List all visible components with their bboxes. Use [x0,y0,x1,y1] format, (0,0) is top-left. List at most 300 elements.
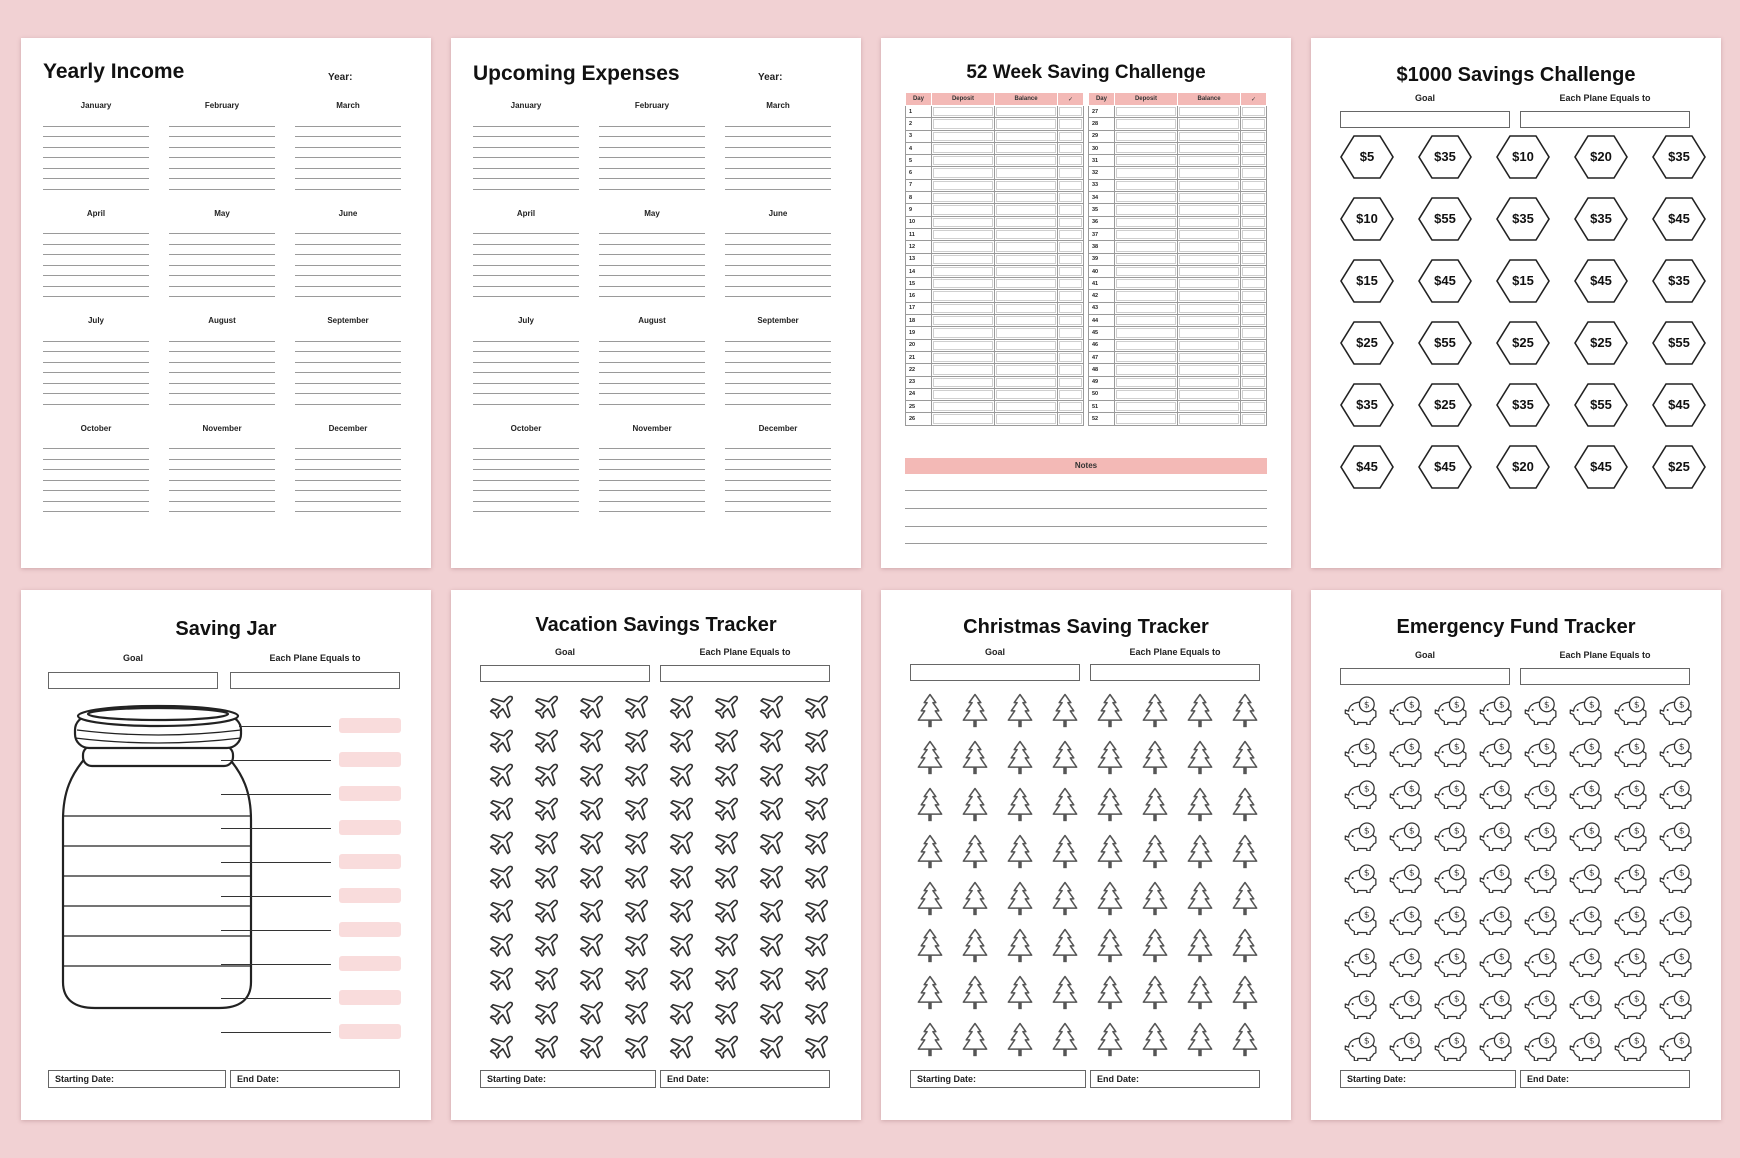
piggy-bank-icon[interactable] [1472,983,1517,1025]
balance-cell[interactable] [994,327,1057,339]
balance-cell[interactable] [994,228,1057,240]
writing-line[interactable] [169,502,275,513]
balance-cell[interactable] [1177,265,1240,277]
amount-hexagon[interactable] [1573,320,1629,366]
amount-hexagon[interactable] [1339,196,1395,242]
deposit-cell[interactable] [1114,216,1177,228]
check-cell[interactable] [1241,302,1267,314]
airplane-icon[interactable] [567,827,612,861]
piggy-bank-icon[interactable] [1427,773,1472,815]
piggy-bank-icon[interactable] [1472,857,1517,899]
airplane-icon[interactable] [657,691,702,725]
deposit-cell[interactable] [1114,302,1177,314]
each-plane-input[interactable] [1520,668,1690,685]
piggy-bank-icon[interactable] [1472,689,1517,731]
deposit-cell[interactable] [931,216,994,228]
balance-cell[interactable] [994,364,1057,376]
check-cell[interactable] [1241,167,1267,179]
balance-cell[interactable] [994,388,1057,400]
deposit-cell[interactable] [931,192,994,204]
christmas-tree-icon[interactable] [907,1017,952,1064]
piggy-bank-icon[interactable] [1382,857,1427,899]
airplane-icon[interactable] [567,759,612,793]
balance-cell[interactable] [1177,118,1240,130]
check-cell[interactable] [1058,290,1084,302]
deposit-cell[interactable] [1114,376,1177,388]
writing-line[interactable] [169,363,275,374]
writing-line[interactable] [599,148,705,159]
writing-line[interactable] [473,255,579,266]
writing-line[interactable] [725,449,831,460]
balance-cell[interactable] [994,265,1057,277]
airplane-icon[interactable] [477,963,522,997]
airplane-icon[interactable] [567,929,612,963]
writing-line[interactable] [473,363,579,374]
balance-cell[interactable] [1177,278,1240,290]
piggy-bank-icon[interactable] [1652,815,1697,857]
writing-line[interactable] [473,245,579,256]
deposit-cell[interactable] [931,142,994,154]
piggy-bank-icon[interactable] [1607,1025,1652,1067]
christmas-tree-icon[interactable] [907,782,952,829]
balance-cell[interactable] [994,290,1057,302]
piggy-bank-icon[interactable] [1517,689,1562,731]
airplane-icon[interactable] [702,963,747,997]
writing-line[interactable] [169,234,275,245]
check-cell[interactable] [1241,413,1267,425]
balance-cell[interactable] [1177,327,1240,339]
balance-cell[interactable] [1177,204,1240,216]
jar-amount-field[interactable] [339,888,401,903]
deposit-cell[interactable] [1114,192,1177,204]
deposit-cell[interactable] [931,241,994,253]
amount-hexagon[interactable] [1573,134,1629,180]
writing-line[interactable] [43,116,149,127]
balance-cell[interactable] [994,155,1057,167]
christmas-tree-icon[interactable] [1087,688,1132,735]
writing-line[interactable] [43,179,149,190]
writing-line[interactable] [295,470,401,481]
christmas-tree-icon[interactable] [907,970,952,1017]
writing-line[interactable] [43,449,149,460]
airplane-icon[interactable] [702,929,747,963]
writing-line[interactable] [169,460,275,471]
balance-cell[interactable] [994,278,1057,290]
amount-hexagon[interactable] [1417,382,1473,428]
deposit-cell[interactable] [1114,204,1177,216]
christmas-tree-icon[interactable] [1087,829,1132,876]
amount-hexagon[interactable] [1573,382,1629,428]
christmas-tree-icon[interactable] [907,829,952,876]
piggy-bank-icon[interactable] [1517,941,1562,983]
amount-hexagon[interactable] [1417,134,1473,180]
goal-input[interactable] [1340,111,1510,128]
check-cell[interactable] [1241,327,1267,339]
balance-cell[interactable] [1177,351,1240,363]
writing-line[interactable] [295,137,401,148]
writing-line[interactable] [473,137,579,148]
amount-hexagon[interactable] [1651,196,1707,242]
piggy-bank-icon[interactable] [1382,815,1427,857]
check-cell[interactable] [1058,339,1084,351]
balance-cell[interactable] [994,130,1057,142]
balance-cell[interactable] [994,106,1057,118]
amount-hexagon[interactable] [1495,320,1551,366]
writing-line[interactable] [599,363,705,374]
balance-cell[interactable] [1177,253,1240,265]
writing-line[interactable] [473,331,579,342]
writing-line[interactable] [295,127,401,138]
piggy-bank-icon[interactable] [1472,1025,1517,1067]
christmas-tree-icon[interactable] [907,735,952,782]
writing-line[interactable] [599,491,705,502]
writing-line[interactable] [43,224,149,235]
writing-line[interactable] [725,331,831,342]
jar-amount-field[interactable] [339,752,401,767]
christmas-tree-icon[interactable] [1042,782,1087,829]
writing-line[interactable] [169,266,275,277]
christmas-tree-icon[interactable] [1087,782,1132,829]
end-date-field[interactable]: End Date: [660,1070,830,1088]
writing-line[interactable] [295,460,401,471]
deposit-cell[interactable] [931,290,994,302]
christmas-tree-icon[interactable] [1132,688,1177,735]
writing-line[interactable] [473,460,579,471]
check-cell[interactable] [1241,142,1267,154]
check-cell[interactable] [1241,364,1267,376]
balance-cell[interactable] [994,339,1057,351]
check-cell[interactable] [1058,278,1084,290]
balance-cell[interactable] [1177,106,1240,118]
piggy-bank-icon[interactable] [1337,1025,1382,1067]
writing-line[interactable] [473,470,579,481]
writing-line[interactable] [43,287,149,298]
writing-line[interactable] [599,266,705,277]
piggy-bank-icon[interactable] [1427,815,1472,857]
check-cell[interactable] [1058,315,1084,327]
check-cell[interactable] [1058,130,1084,142]
christmas-tree-icon[interactable] [1222,829,1267,876]
christmas-tree-icon[interactable] [1132,735,1177,782]
each-plane-input[interactable] [1090,664,1260,681]
deposit-cell[interactable] [931,376,994,388]
deposit-cell[interactable] [1114,130,1177,142]
deposit-cell[interactable] [931,315,994,327]
check-cell[interactable] [1241,130,1267,142]
amount-hexagon[interactable] [1651,444,1707,490]
airplane-icon[interactable] [522,827,567,861]
writing-line[interactable] [169,331,275,342]
writing-line[interactable] [473,439,579,450]
writing-line[interactable] [599,470,705,481]
writing-line[interactable] [725,470,831,481]
writing-line[interactable] [599,502,705,513]
christmas-tree-icon[interactable] [907,923,952,970]
deposit-cell[interactable] [931,130,994,142]
writing-line[interactable] [599,169,705,180]
airplane-icon[interactable] [702,895,747,929]
check-cell[interactable] [1058,179,1084,191]
christmas-tree-icon[interactable] [952,688,997,735]
piggy-bank-icon[interactable] [1517,857,1562,899]
airplane-icon[interactable] [477,691,522,725]
deposit-cell[interactable] [1114,278,1177,290]
writing-line[interactable] [295,255,401,266]
balance-cell[interactable] [994,216,1057,228]
writing-line[interactable] [43,331,149,342]
airplane-icon[interactable] [522,997,567,1031]
airplane-icon[interactable] [522,1031,567,1065]
piggy-bank-icon[interactable] [1472,899,1517,941]
balance-cell[interactable] [994,413,1057,425]
writing-line[interactable] [295,169,401,180]
airplane-icon[interactable] [747,929,792,963]
check-cell[interactable] [1241,204,1267,216]
christmas-tree-icon[interactable] [997,782,1042,829]
balance-cell[interactable] [1177,364,1240,376]
piggy-bank-icon[interactable] [1472,941,1517,983]
airplane-icon[interactable] [702,725,747,759]
jar-amount-field[interactable] [339,820,401,835]
piggy-bank-icon[interactable] [1472,815,1517,857]
airplane-icon[interactable] [792,827,837,861]
deposit-cell[interactable] [1114,253,1177,265]
airplane-icon[interactable] [792,929,837,963]
writing-line[interactable] [169,148,275,159]
check-cell[interactable] [1241,155,1267,167]
airplane-icon[interactable] [792,861,837,895]
writing-line[interactable] [169,439,275,450]
piggy-bank-icon[interactable] [1517,899,1562,941]
writing-line[interactable] [295,234,401,245]
christmas-tree-icon[interactable] [952,1017,997,1064]
airplane-icon[interactable] [657,725,702,759]
writing-line[interactable] [725,287,831,298]
check-cell[interactable] [1241,278,1267,290]
writing-line[interactable] [169,394,275,405]
writing-line[interactable] [725,245,831,256]
christmas-tree-icon[interactable] [1222,923,1267,970]
check-cell[interactable] [1058,204,1084,216]
writing-line[interactable] [599,158,705,169]
airplane-icon[interactable] [702,827,747,861]
airplane-icon[interactable] [792,963,837,997]
writing-line[interactable] [295,276,401,287]
christmas-tree-icon[interactable] [997,970,1042,1017]
amount-hexagon[interactable] [1417,320,1473,366]
writing-line[interactable] [169,373,275,384]
check-cell[interactable] [1058,216,1084,228]
deposit-cell[interactable] [1114,265,1177,277]
piggy-bank-icon[interactable] [1517,773,1562,815]
airplane-icon[interactable] [747,963,792,997]
airplane-icon[interactable] [477,997,522,1031]
christmas-tree-icon[interactable] [1177,923,1222,970]
airplane-icon[interactable] [477,827,522,861]
christmas-tree-icon[interactable] [907,876,952,923]
check-cell[interactable] [1241,216,1267,228]
writing-line[interactable] [295,266,401,277]
christmas-tree-icon[interactable] [1042,688,1087,735]
check-cell[interactable] [1058,388,1084,400]
end-date-field[interactable]: End Date: [1520,1070,1690,1088]
airplane-icon[interactable] [477,861,522,895]
airplane-icon[interactable] [657,929,702,963]
balance-cell[interactable] [1177,302,1240,314]
goal-input[interactable] [48,672,218,689]
airplane-icon[interactable] [612,759,657,793]
christmas-tree-icon[interactable] [1042,970,1087,1017]
starting-date-field[interactable]: Starting Date: [910,1070,1086,1088]
airplane-icon[interactable] [657,997,702,1031]
check-cell[interactable] [1058,192,1084,204]
check-cell[interactable] [1058,142,1084,154]
christmas-tree-icon[interactable] [1177,782,1222,829]
writing-line[interactable] [473,384,579,395]
balance-cell[interactable] [1177,241,1240,253]
writing-line[interactable] [295,224,401,235]
writing-line[interactable] [295,342,401,353]
deposit-cell[interactable] [1114,155,1177,167]
christmas-tree-icon[interactable] [1132,876,1177,923]
writing-line[interactable] [725,116,831,127]
piggy-bank-icon[interactable] [1607,731,1652,773]
writing-line[interactable] [599,342,705,353]
writing-line[interactable] [473,491,579,502]
airplane-icon[interactable] [792,725,837,759]
piggy-bank-icon[interactable] [1652,773,1697,815]
writing-line[interactable] [725,276,831,287]
writing-line[interactable] [599,384,705,395]
writing-line[interactable] [43,460,149,471]
airplane-icon[interactable] [612,827,657,861]
balance-cell[interactable] [994,351,1057,363]
goal-input[interactable] [480,665,650,682]
piggy-bank-icon[interactable] [1562,941,1607,983]
writing-line[interactable] [295,439,401,450]
deposit-cell[interactable] [931,302,994,314]
balance-cell[interactable] [994,192,1057,204]
check-cell[interactable] [1058,327,1084,339]
christmas-tree-icon[interactable] [1132,970,1177,1017]
writing-line[interactable] [169,287,275,298]
christmas-tree-icon[interactable] [1222,735,1267,782]
writing-line[interactable] [169,116,275,127]
christmas-tree-icon[interactable] [952,923,997,970]
writing-line[interactable] [473,224,579,235]
piggy-bank-icon[interactable] [1652,983,1697,1025]
check-cell[interactable] [1058,106,1084,118]
airplane-icon[interactable] [747,997,792,1031]
piggy-bank-icon[interactable] [1427,689,1472,731]
deposit-cell[interactable] [931,167,994,179]
writing-line[interactable] [295,245,401,256]
writing-line[interactable] [43,342,149,353]
piggy-bank-icon[interactable] [1562,773,1607,815]
piggy-bank-icon[interactable] [1382,899,1427,941]
piggy-bank-icon[interactable] [1427,857,1472,899]
amount-hexagon[interactable] [1339,382,1395,428]
writing-line[interactable] [43,266,149,277]
deposit-cell[interactable] [931,118,994,130]
balance-cell[interactable] [994,302,1057,314]
airplane-icon[interactable] [612,963,657,997]
christmas-tree-icon[interactable] [1087,923,1132,970]
writing-line[interactable] [473,234,579,245]
amount-hexagon[interactable] [1495,382,1551,428]
writing-line[interactable] [725,127,831,138]
deposit-cell[interactable] [1114,351,1177,363]
writing-line[interactable] [169,481,275,492]
writing-line[interactable] [725,266,831,277]
writing-line[interactable] [169,245,275,256]
check-cell[interactable] [1058,253,1084,265]
airplane-icon[interactable] [477,929,522,963]
airplane-icon[interactable] [792,895,837,929]
writing-line[interactable] [169,224,275,235]
christmas-tree-icon[interactable] [1042,829,1087,876]
each-plane-input[interactable] [660,665,830,682]
piggy-bank-icon[interactable] [1562,815,1607,857]
writing-line[interactable] [169,470,275,481]
check-cell[interactable] [1058,364,1084,376]
writing-line[interactable] [599,449,705,460]
writing-line[interactable] [599,255,705,266]
check-cell[interactable] [1241,315,1267,327]
writing-line[interactable] [599,481,705,492]
check-cell[interactable] [1058,155,1084,167]
airplane-icon[interactable] [567,963,612,997]
writing-line[interactable] [725,234,831,245]
writing-line[interactable] [295,116,401,127]
piggy-bank-icon[interactable] [1427,899,1472,941]
deposit-cell[interactable] [931,106,994,118]
writing-line[interactable] [43,234,149,245]
christmas-tree-icon[interactable] [1177,970,1222,1017]
balance-cell[interactable] [1177,192,1240,204]
writing-line[interactable] [473,276,579,287]
airplane-icon[interactable] [612,895,657,929]
christmas-tree-icon[interactable] [997,735,1042,782]
deposit-cell[interactable] [1114,118,1177,130]
piggy-bank-icon[interactable] [1562,983,1607,1025]
writing-line[interactable] [473,352,579,363]
christmas-tree-icon[interactable] [952,829,997,876]
piggy-bank-icon[interactable] [1427,941,1472,983]
airplane-icon[interactable] [747,895,792,929]
balance-cell[interactable] [994,142,1057,154]
starting-date-field[interactable]: Starting Date: [1340,1070,1516,1088]
check-cell[interactable] [1241,388,1267,400]
deposit-cell[interactable] [931,327,994,339]
writing-line[interactable] [169,179,275,190]
airplane-icon[interactable] [522,725,567,759]
writing-line[interactable] [599,394,705,405]
airplane-icon[interactable] [522,793,567,827]
christmas-tree-icon[interactable] [952,876,997,923]
writing-line[interactable] [473,502,579,513]
deposit-cell[interactable] [1114,167,1177,179]
writing-line[interactable] [169,137,275,148]
check-cell[interactable] [1241,339,1267,351]
writing-line[interactable] [725,502,831,513]
deposit-cell[interactable] [1114,413,1177,425]
check-cell[interactable] [1058,167,1084,179]
christmas-tree-icon[interactable] [952,782,997,829]
writing-line[interactable] [169,384,275,395]
deposit-cell[interactable] [1114,228,1177,240]
christmas-tree-icon[interactable] [1222,688,1267,735]
